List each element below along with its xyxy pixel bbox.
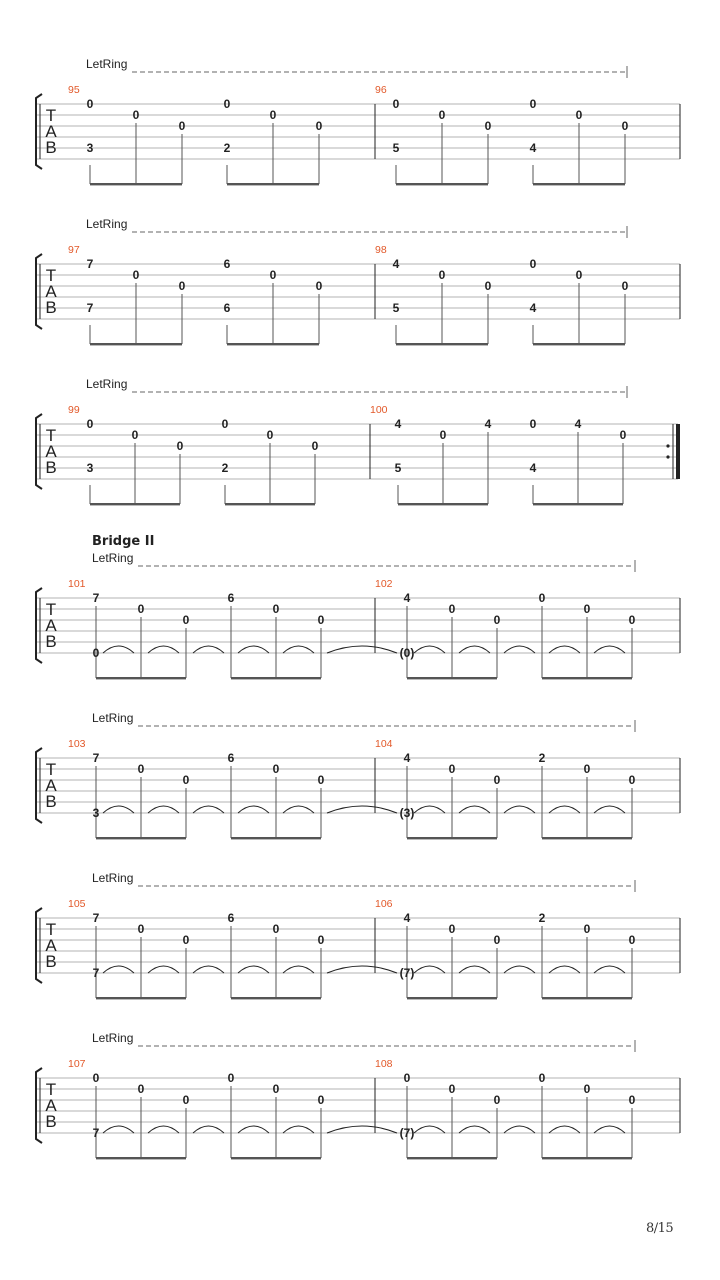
beam xyxy=(396,343,488,345)
beam xyxy=(96,837,186,839)
beam xyxy=(231,837,321,839)
measure-number: 108 xyxy=(375,1058,393,1070)
fret-number: 4 xyxy=(484,417,492,431)
tie-arc xyxy=(504,1126,535,1133)
fret-number: 0 xyxy=(132,268,140,282)
tie-arc xyxy=(327,646,397,653)
tab-clef-letter: A xyxy=(45,936,57,955)
fret-number: 6 xyxy=(227,911,235,925)
beam xyxy=(96,1157,186,1159)
tie-arc xyxy=(283,966,314,973)
tab-clef-letter: T xyxy=(45,1080,57,1099)
beam xyxy=(407,677,497,679)
measure-number: 95 xyxy=(68,84,80,96)
measure-number: 96 xyxy=(375,84,387,96)
bass-fret-number: 3 xyxy=(86,461,94,475)
beam xyxy=(90,343,182,345)
tie-arc xyxy=(327,966,397,973)
tie-arc xyxy=(504,646,535,653)
tie-arc xyxy=(148,1126,179,1133)
fret-number: 0 xyxy=(403,1071,411,1085)
tie-arc xyxy=(238,646,269,653)
tie-arc xyxy=(549,966,580,973)
bass-fret-number: 4 xyxy=(529,461,537,475)
beam xyxy=(542,677,632,679)
beam xyxy=(407,997,497,999)
tab-clef-letter: B xyxy=(45,298,57,317)
fret-number: 0 xyxy=(182,1093,190,1107)
bass-pedal-fret: (7) xyxy=(399,1126,415,1140)
tie-arc xyxy=(414,806,445,813)
tie-arc xyxy=(504,806,535,813)
tie-arc xyxy=(238,1126,269,1133)
measure-number: 105 xyxy=(68,898,86,910)
fret-number: 0 xyxy=(178,119,186,133)
fret-number: 0 xyxy=(628,1093,636,1107)
fret-number: 0 xyxy=(272,602,280,616)
fret-number: 0 xyxy=(448,922,456,936)
fret-number: 0 xyxy=(484,119,492,133)
fret-number: 0 xyxy=(628,613,636,627)
fret-number: 7 xyxy=(92,751,100,765)
fret-number: 0 xyxy=(317,933,325,947)
system-bracket xyxy=(36,1068,42,1143)
fret-number: 0 xyxy=(317,773,325,787)
fret-number: 0 xyxy=(583,762,591,776)
tie-arc xyxy=(549,1126,580,1133)
fret-number: 0 xyxy=(484,279,492,293)
beam xyxy=(231,677,321,679)
beam xyxy=(542,997,632,999)
tie-arc xyxy=(549,646,580,653)
tab-clef-letter: T xyxy=(45,266,57,285)
fret-number: 0 xyxy=(493,1093,501,1107)
fret-number: 0 xyxy=(269,108,277,122)
section-title-bridge-ii: Bridge II xyxy=(92,534,155,549)
fret-number: 0 xyxy=(392,97,400,111)
bass-pedal-fret: 7 xyxy=(92,966,100,980)
fret-number: 0 xyxy=(315,119,323,133)
measure-number: 103 xyxy=(68,738,86,750)
fret-number: 0 xyxy=(131,428,139,442)
tie-arc xyxy=(193,806,224,813)
fret-number: 0 xyxy=(448,1082,456,1096)
system-bracket xyxy=(36,414,42,489)
fret-number: 0 xyxy=(227,1071,235,1085)
fret-number: 0 xyxy=(493,773,501,787)
tie-arc xyxy=(327,1126,397,1133)
fret-number: 0 xyxy=(315,279,323,293)
bass-pedal-fret: 3 xyxy=(92,806,100,820)
system-bracket xyxy=(36,908,42,983)
fret-number: 0 xyxy=(438,108,446,122)
fret-number: 0 xyxy=(272,1082,280,1096)
tie-arc xyxy=(327,806,397,813)
tie-arc xyxy=(283,646,314,653)
tie-arc xyxy=(459,966,490,973)
beam xyxy=(225,503,315,505)
tab-clef-letter: T xyxy=(45,600,57,619)
fret-number: 0 xyxy=(493,613,501,627)
fret-number: 0 xyxy=(137,1082,145,1096)
beam xyxy=(90,503,180,505)
beam xyxy=(396,183,488,185)
fret-number: 0 xyxy=(266,428,274,442)
tie-arc xyxy=(459,806,490,813)
repeat-thick-bar xyxy=(676,424,680,479)
measure-number: 102 xyxy=(375,578,393,590)
repeat-dot xyxy=(666,455,669,458)
fret-number: 0 xyxy=(538,1071,546,1085)
fret-number: 0 xyxy=(137,922,145,936)
tie-arc xyxy=(504,966,535,973)
beam xyxy=(533,343,625,345)
tie-arc xyxy=(148,646,179,653)
bass-fret-number: 5 xyxy=(392,141,400,155)
tie-arc xyxy=(594,1126,625,1133)
tie-arc xyxy=(193,1126,224,1133)
tie-arc xyxy=(414,966,445,973)
fret-number: 0 xyxy=(223,97,231,111)
bass-fret-number: 2 xyxy=(223,141,231,155)
fret-number: 0 xyxy=(182,773,190,787)
bass-fret-number: 4 xyxy=(529,301,537,315)
fret-number: 0 xyxy=(137,602,145,616)
fret-number: 0 xyxy=(221,417,229,431)
fret-number: 0 xyxy=(176,439,184,453)
bass-pedal-fret: 0 xyxy=(92,646,100,660)
tie-arc xyxy=(594,646,625,653)
fret-number: 4 xyxy=(394,417,402,431)
tie-arc xyxy=(103,806,134,813)
fret-number: 4 xyxy=(403,751,411,765)
tab-clef-letter: B xyxy=(45,792,57,811)
fret-number: 0 xyxy=(137,762,145,776)
fret-number: 0 xyxy=(575,268,583,282)
tie-arc xyxy=(594,966,625,973)
measure-number: 97 xyxy=(68,244,80,256)
bass-fret-number: 4 xyxy=(529,141,537,155)
tie-arc xyxy=(459,646,490,653)
fret-number: 0 xyxy=(272,762,280,776)
measure-number: 101 xyxy=(68,578,86,590)
let-ring-label: LetRing xyxy=(92,1031,134,1045)
tie-arc xyxy=(594,806,625,813)
fret-number: 2 xyxy=(538,911,546,925)
tie-arc xyxy=(414,646,445,653)
tie-arc xyxy=(148,966,179,973)
tie-arc xyxy=(414,1126,445,1133)
fret-number: 0 xyxy=(529,97,537,111)
fret-number: 0 xyxy=(178,279,186,293)
fret-number: 0 xyxy=(317,613,325,627)
fret-number: 0 xyxy=(272,922,280,936)
tie-arc xyxy=(103,966,134,973)
bass-pedal-fret: 7 xyxy=(92,1126,100,1140)
tie-arc xyxy=(549,806,580,813)
fret-number: 0 xyxy=(628,933,636,947)
fret-number: 0 xyxy=(621,279,629,293)
tab-clef-letter: A xyxy=(45,776,57,795)
tab-clef-letter: T xyxy=(45,760,57,779)
fret-number: 0 xyxy=(182,933,190,947)
let-ring-label: LetRing xyxy=(92,711,134,725)
measure-number: 104 xyxy=(375,738,393,750)
tie-arc xyxy=(103,646,134,653)
bass-fret-number: 7 xyxy=(86,301,94,315)
tab-clef-letter: T xyxy=(45,920,57,939)
tab-clef-letter: A xyxy=(45,282,57,301)
fret-number: 6 xyxy=(227,591,235,605)
measure-number: 100 xyxy=(370,404,388,416)
fret-number: 0 xyxy=(529,257,537,271)
beam xyxy=(227,183,319,185)
tab-clef-letter: A xyxy=(45,1096,57,1115)
fret-number: 0 xyxy=(132,108,140,122)
fret-number: 4 xyxy=(403,911,411,925)
fret-number: 0 xyxy=(493,933,501,947)
beam xyxy=(542,1157,632,1159)
beam xyxy=(231,1157,321,1159)
fret-number: 2 xyxy=(538,751,546,765)
let-ring-label: LetRing xyxy=(86,217,128,231)
bass-fret-number: 6 xyxy=(223,301,231,315)
fret-number: 0 xyxy=(538,591,546,605)
tie-arc xyxy=(103,1126,134,1133)
beam xyxy=(407,837,497,839)
measure-number: 107 xyxy=(68,1058,86,1070)
let-ring-label: LetRing xyxy=(92,551,134,565)
fret-number: 0 xyxy=(438,268,446,282)
fret-number: 0 xyxy=(575,108,583,122)
tie-arc xyxy=(238,966,269,973)
fret-number: 4 xyxy=(403,591,411,605)
tab-clef-letter: B xyxy=(45,1112,57,1131)
measure-number: 98 xyxy=(375,244,387,256)
beam xyxy=(542,837,632,839)
tie-arc xyxy=(148,806,179,813)
fret-number: 0 xyxy=(529,417,537,431)
beam xyxy=(90,183,182,185)
fret-number: 0 xyxy=(317,1093,325,1107)
system-bracket xyxy=(36,748,42,823)
fret-number: 0 xyxy=(182,613,190,627)
fret-number: 6 xyxy=(223,257,231,271)
beam xyxy=(96,997,186,999)
tab-clef-letter: T xyxy=(45,106,57,125)
fret-number: 0 xyxy=(311,439,319,453)
let-ring-label: LetRing xyxy=(92,871,134,885)
tab-clef-letter: T xyxy=(45,426,57,445)
tab-clef-letter: A xyxy=(45,616,57,635)
tab-clef-letter: B xyxy=(45,138,57,157)
fret-number: 7 xyxy=(92,591,100,605)
let-ring-label: LetRing xyxy=(86,57,128,71)
fret-number: 0 xyxy=(583,602,591,616)
bass-fret-number: 5 xyxy=(394,461,402,475)
beam xyxy=(231,997,321,999)
bass-pedal-fret: (0) xyxy=(399,646,415,660)
beam xyxy=(96,677,186,679)
fret-number: 7 xyxy=(92,911,100,925)
system-bracket xyxy=(36,254,42,329)
fret-number: 0 xyxy=(628,773,636,787)
let-ring-label: LetRing xyxy=(86,377,128,391)
fret-number: 0 xyxy=(439,428,447,442)
fret-number: 4 xyxy=(574,417,582,431)
tab-clef-letter: A xyxy=(45,442,57,461)
fret-number: 0 xyxy=(86,417,94,431)
bass-fret-number: 2 xyxy=(221,461,229,475)
fret-number: 7 xyxy=(86,257,94,271)
fret-number: 0 xyxy=(621,119,629,133)
system-bracket xyxy=(36,588,42,663)
beam xyxy=(227,343,319,345)
fret-number: 0 xyxy=(583,922,591,936)
fret-number: 0 xyxy=(448,762,456,776)
fret-number: 4 xyxy=(392,257,400,271)
beam xyxy=(533,183,625,185)
measure-number: 106 xyxy=(375,898,393,910)
tab-clef-letter: B xyxy=(45,632,57,651)
tab-clef-letter: B xyxy=(45,952,57,971)
bass-fret-number: 5 xyxy=(392,301,400,315)
beam xyxy=(407,1157,497,1159)
system-bracket xyxy=(36,94,42,169)
fret-number: 0 xyxy=(448,602,456,616)
fret-number: 0 xyxy=(619,428,627,442)
bass-fret-number: 3 xyxy=(86,141,94,155)
tie-arc xyxy=(459,1126,490,1133)
tab-clef-letter: A xyxy=(45,122,57,141)
tie-arc xyxy=(193,646,224,653)
tie-arc xyxy=(238,806,269,813)
fret-number: 0 xyxy=(269,268,277,282)
tie-arc xyxy=(283,1126,314,1133)
fret-number: 0 xyxy=(92,1071,100,1085)
fret-number: 0 xyxy=(583,1082,591,1096)
repeat-dot xyxy=(666,444,669,447)
fret-number: 0 xyxy=(86,97,94,111)
beam xyxy=(533,503,623,505)
beam xyxy=(398,503,488,505)
bass-pedal-fret: (7) xyxy=(399,966,415,980)
tie-arc xyxy=(283,806,314,813)
fret-number: 6 xyxy=(227,751,235,765)
measure-number: 99 xyxy=(68,404,80,416)
bass-pedal-fret: (3) xyxy=(399,806,415,820)
tab-clef-letter: B xyxy=(45,458,57,477)
page-number: 8/15 xyxy=(646,1221,674,1236)
tie-arc xyxy=(193,966,224,973)
